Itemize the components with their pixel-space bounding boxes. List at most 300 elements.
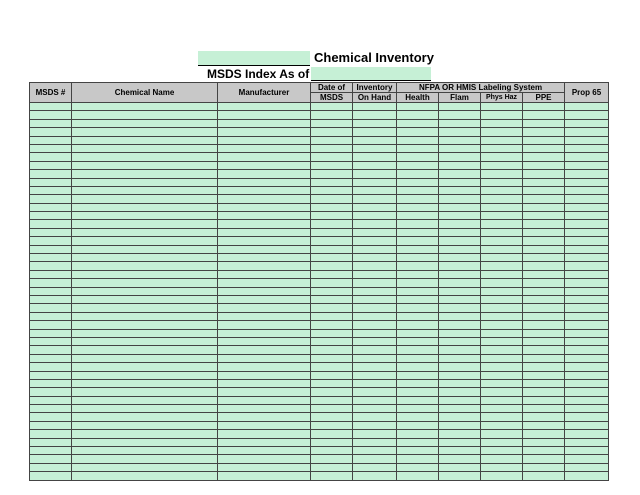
- cell-msds-date[interactable]: [311, 128, 353, 136]
- cell-phys-haz[interactable]: [481, 438, 523, 446]
- cell-manufacturer[interactable]: [218, 279, 311, 287]
- cell-chemical-name[interactable]: [72, 279, 218, 287]
- cell-prop65[interactable]: [565, 304, 609, 312]
- cell-ppe[interactable]: [523, 254, 565, 262]
- cell-on-hand[interactable]: [353, 270, 397, 278]
- company-name-field[interactable]: [198, 51, 310, 66]
- cell-ppe[interactable]: [523, 220, 565, 228]
- cell-msds-date[interactable]: [311, 304, 353, 312]
- cell-ppe[interactable]: [523, 203, 565, 211]
- cell-msds-date[interactable]: [311, 312, 353, 320]
- cell-msds-date[interactable]: [311, 262, 353, 270]
- cell-phys-haz[interactable]: [481, 237, 523, 245]
- cell-chemical-name[interactable]: [72, 128, 218, 136]
- cell-manufacturer[interactable]: [218, 237, 311, 245]
- cell-on-hand[interactable]: [353, 421, 397, 429]
- cell-prop65[interactable]: [565, 262, 609, 270]
- cell-prop65[interactable]: [565, 245, 609, 253]
- cell-on-hand[interactable]: [353, 430, 397, 438]
- cell-chemical-name[interactable]: [72, 438, 218, 446]
- cell-prop65[interactable]: [565, 430, 609, 438]
- cell-manufacturer[interactable]: [218, 262, 311, 270]
- cell-health[interactable]: [397, 329, 439, 337]
- cell-on-hand[interactable]: [353, 103, 397, 111]
- cell-on-hand[interactable]: [353, 388, 397, 396]
- cell-on-hand[interactable]: [353, 295, 397, 303]
- cell-on-hand[interactable]: [353, 405, 397, 413]
- cell-chemical-name[interactable]: [72, 379, 218, 387]
- cell-flam[interactable]: [439, 337, 481, 345]
- cell-msds-number[interactable]: [30, 337, 72, 345]
- cell-ppe[interactable]: [523, 455, 565, 463]
- cell-msds-date[interactable]: [311, 430, 353, 438]
- cell-ppe[interactable]: [523, 321, 565, 329]
- cell-chemical-name[interactable]: [72, 262, 218, 270]
- cell-msds-date[interactable]: [311, 153, 353, 161]
- cell-chemical-name[interactable]: [72, 447, 218, 455]
- cell-manufacturer[interactable]: [218, 329, 311, 337]
- cell-manufacturer[interactable]: [218, 405, 311, 413]
- cell-phys-haz[interactable]: [481, 337, 523, 345]
- cell-phys-haz[interactable]: [481, 388, 523, 396]
- cell-msds-date[interactable]: [311, 396, 353, 404]
- cell-msds-number[interactable]: [30, 363, 72, 371]
- cell-chemical-name[interactable]: [72, 337, 218, 345]
- cell-flam[interactable]: [439, 262, 481, 270]
- cell-phys-haz[interactable]: [481, 396, 523, 404]
- cell-phys-haz[interactable]: [481, 312, 523, 320]
- cell-phys-haz[interactable]: [481, 161, 523, 169]
- cell-phys-haz[interactable]: [481, 447, 523, 455]
- cell-chemical-name[interactable]: [72, 212, 218, 220]
- cell-chemical-name[interactable]: [72, 170, 218, 178]
- cell-msds-number[interactable]: [30, 413, 72, 421]
- cell-flam[interactable]: [439, 421, 481, 429]
- cell-on-hand[interactable]: [353, 279, 397, 287]
- cell-flam[interactable]: [439, 396, 481, 404]
- cell-flam[interactable]: [439, 346, 481, 354]
- cell-chemical-name[interactable]: [72, 304, 218, 312]
- cell-manufacturer[interactable]: [218, 421, 311, 429]
- cell-manufacturer[interactable]: [218, 379, 311, 387]
- cell-ppe[interactable]: [523, 270, 565, 278]
- cell-on-hand[interactable]: [353, 354, 397, 362]
- cell-flam[interactable]: [439, 212, 481, 220]
- cell-ppe[interactable]: [523, 472, 565, 480]
- cell-prop65[interactable]: [565, 413, 609, 421]
- cell-prop65[interactable]: [565, 371, 609, 379]
- cell-chemical-name[interactable]: [72, 144, 218, 152]
- cell-msds-number[interactable]: [30, 346, 72, 354]
- cell-flam[interactable]: [439, 354, 481, 362]
- cell-flam[interactable]: [439, 413, 481, 421]
- cell-on-hand[interactable]: [353, 262, 397, 270]
- cell-manufacturer[interactable]: [218, 128, 311, 136]
- cell-flam[interactable]: [439, 186, 481, 194]
- index-date-field[interactable]: [311, 67, 431, 81]
- cell-ppe[interactable]: [523, 170, 565, 178]
- cell-manufacturer[interactable]: [218, 195, 311, 203]
- cell-phys-haz[interactable]: [481, 178, 523, 186]
- cell-on-hand[interactable]: [353, 128, 397, 136]
- cell-ppe[interactable]: [523, 279, 565, 287]
- cell-prop65[interactable]: [565, 144, 609, 152]
- cell-msds-number[interactable]: [30, 270, 72, 278]
- cell-health[interactable]: [397, 237, 439, 245]
- cell-msds-number[interactable]: [30, 379, 72, 387]
- cell-on-hand[interactable]: [353, 371, 397, 379]
- cell-manufacturer[interactable]: [218, 111, 311, 119]
- cell-msds-date[interactable]: [311, 287, 353, 295]
- cell-phys-haz[interactable]: [481, 304, 523, 312]
- cell-phys-haz[interactable]: [481, 153, 523, 161]
- cell-flam[interactable]: [439, 195, 481, 203]
- cell-manufacturer[interactable]: [218, 203, 311, 211]
- cell-manufacturer[interactable]: [218, 388, 311, 396]
- cell-chemical-name[interactable]: [72, 455, 218, 463]
- cell-flam[interactable]: [439, 438, 481, 446]
- cell-ppe[interactable]: [523, 363, 565, 371]
- cell-manufacturer[interactable]: [218, 337, 311, 345]
- cell-phys-haz[interactable]: [481, 254, 523, 262]
- cell-chemical-name[interactable]: [72, 254, 218, 262]
- cell-flam[interactable]: [439, 111, 481, 119]
- cell-manufacturer[interactable]: [218, 245, 311, 253]
- cell-on-hand[interactable]: [353, 136, 397, 144]
- cell-prop65[interactable]: [565, 136, 609, 144]
- cell-flam[interactable]: [439, 178, 481, 186]
- cell-on-hand[interactable]: [353, 472, 397, 480]
- cell-prop65[interactable]: [565, 405, 609, 413]
- cell-on-hand[interactable]: [353, 111, 397, 119]
- cell-phys-haz[interactable]: [481, 228, 523, 236]
- cell-chemical-name[interactable]: [72, 396, 218, 404]
- cell-chemical-name[interactable]: [72, 321, 218, 329]
- cell-prop65[interactable]: [565, 220, 609, 228]
- cell-msds-number[interactable]: [30, 329, 72, 337]
- cell-chemical-name[interactable]: [72, 153, 218, 161]
- cell-phys-haz[interactable]: [481, 329, 523, 337]
- cell-prop65[interactable]: [565, 195, 609, 203]
- cell-msds-date[interactable]: [311, 337, 353, 345]
- cell-msds-number[interactable]: [30, 203, 72, 211]
- cell-on-hand[interactable]: [353, 379, 397, 387]
- cell-prop65[interactable]: [565, 472, 609, 480]
- cell-chemical-name[interactable]: [72, 421, 218, 429]
- cell-health[interactable]: [397, 354, 439, 362]
- cell-msds-number[interactable]: [30, 371, 72, 379]
- cell-flam[interactable]: [439, 170, 481, 178]
- cell-chemical-name[interactable]: [72, 136, 218, 144]
- cell-msds-date[interactable]: [311, 363, 353, 371]
- cell-manufacturer[interactable]: [218, 161, 311, 169]
- cell-on-hand[interactable]: [353, 329, 397, 337]
- cell-prop65[interactable]: [565, 128, 609, 136]
- cell-chemical-name[interactable]: [72, 161, 218, 169]
- cell-phys-haz[interactable]: [481, 295, 523, 303]
- cell-on-hand[interactable]: [353, 186, 397, 194]
- cell-msds-number[interactable]: [30, 472, 72, 480]
- cell-phys-haz[interactable]: [481, 111, 523, 119]
- cell-manufacturer[interactable]: [218, 103, 311, 111]
- cell-flam[interactable]: [439, 463, 481, 471]
- cell-flam[interactable]: [439, 270, 481, 278]
- cell-on-hand[interactable]: [353, 463, 397, 471]
- cell-ppe[interactable]: [523, 304, 565, 312]
- cell-chemical-name[interactable]: [72, 287, 218, 295]
- cell-chemical-name[interactable]: [72, 237, 218, 245]
- cell-msds-number[interactable]: [30, 354, 72, 362]
- cell-ppe[interactable]: [523, 144, 565, 152]
- cell-phys-haz[interactable]: [481, 421, 523, 429]
- cell-msds-date[interactable]: [311, 270, 353, 278]
- cell-prop65[interactable]: [565, 447, 609, 455]
- cell-manufacturer[interactable]: [218, 396, 311, 404]
- cell-on-hand[interactable]: [353, 363, 397, 371]
- cell-msds-date[interactable]: [311, 144, 353, 152]
- cell-msds-number[interactable]: [30, 245, 72, 253]
- cell-on-hand[interactable]: [353, 203, 397, 211]
- cell-prop65[interactable]: [565, 287, 609, 295]
- cell-ppe[interactable]: [523, 228, 565, 236]
- cell-health[interactable]: [397, 245, 439, 253]
- cell-msds-date[interactable]: [311, 237, 353, 245]
- cell-flam[interactable]: [439, 405, 481, 413]
- cell-phys-haz[interactable]: [481, 371, 523, 379]
- cell-on-hand[interactable]: [353, 321, 397, 329]
- cell-msds-number[interactable]: [30, 438, 72, 446]
- cell-prop65[interactable]: [565, 228, 609, 236]
- cell-flam[interactable]: [439, 447, 481, 455]
- cell-prop65[interactable]: [565, 103, 609, 111]
- cell-chemical-name[interactable]: [72, 103, 218, 111]
- cell-on-hand[interactable]: [353, 346, 397, 354]
- cell-msds-date[interactable]: [311, 220, 353, 228]
- cell-ppe[interactable]: [523, 245, 565, 253]
- cell-phys-haz[interactable]: [481, 144, 523, 152]
- cell-ppe[interactable]: [523, 212, 565, 220]
- cell-msds-number[interactable]: [30, 321, 72, 329]
- cell-msds-number[interactable]: [30, 455, 72, 463]
- cell-health[interactable]: [397, 312, 439, 320]
- cell-msds-number[interactable]: [30, 463, 72, 471]
- cell-health[interactable]: [397, 161, 439, 169]
- cell-msds-date[interactable]: [311, 421, 353, 429]
- cell-flam[interactable]: [439, 245, 481, 253]
- cell-manufacturer[interactable]: [218, 455, 311, 463]
- cell-phys-haz[interactable]: [481, 346, 523, 354]
- cell-ppe[interactable]: [523, 128, 565, 136]
- cell-msds-number[interactable]: [30, 144, 72, 152]
- cell-phys-haz[interactable]: [481, 472, 523, 480]
- cell-health[interactable]: [397, 405, 439, 413]
- cell-msds-number[interactable]: [30, 153, 72, 161]
- cell-manufacturer[interactable]: [218, 438, 311, 446]
- cell-ppe[interactable]: [523, 405, 565, 413]
- cell-health[interactable]: [397, 447, 439, 455]
- cell-health[interactable]: [397, 371, 439, 379]
- cell-on-hand[interactable]: [353, 178, 397, 186]
- cell-flam[interactable]: [439, 329, 481, 337]
- cell-msds-date[interactable]: [311, 245, 353, 253]
- cell-msds-number[interactable]: [30, 312, 72, 320]
- cell-on-hand[interactable]: [353, 438, 397, 446]
- cell-manufacturer[interactable]: [218, 463, 311, 471]
- cell-on-hand[interactable]: [353, 455, 397, 463]
- cell-ppe[interactable]: [523, 346, 565, 354]
- cell-on-hand[interactable]: [353, 337, 397, 345]
- cell-health[interactable]: [397, 195, 439, 203]
- cell-flam[interactable]: [439, 295, 481, 303]
- cell-msds-number[interactable]: [30, 103, 72, 111]
- cell-prop65[interactable]: [565, 312, 609, 320]
- cell-phys-haz[interactable]: [481, 128, 523, 136]
- cell-health[interactable]: [397, 379, 439, 387]
- cell-phys-haz[interactable]: [481, 354, 523, 362]
- cell-manufacturer[interactable]: [218, 228, 311, 236]
- cell-msds-date[interactable]: [311, 254, 353, 262]
- cell-msds-date[interactable]: [311, 346, 353, 354]
- cell-flam[interactable]: [439, 136, 481, 144]
- cell-msds-number[interactable]: [30, 262, 72, 270]
- cell-health[interactable]: [397, 144, 439, 152]
- cell-on-hand[interactable]: [353, 161, 397, 169]
- cell-prop65[interactable]: [565, 203, 609, 211]
- cell-chemical-name[interactable]: [72, 228, 218, 236]
- cell-chemical-name[interactable]: [72, 388, 218, 396]
- cell-phys-haz[interactable]: [481, 287, 523, 295]
- cell-manufacturer[interactable]: [218, 363, 311, 371]
- cell-ppe[interactable]: [523, 103, 565, 111]
- cell-ppe[interactable]: [523, 312, 565, 320]
- cell-health[interactable]: [397, 170, 439, 178]
- cell-health[interactable]: [397, 438, 439, 446]
- cell-ppe[interactable]: [523, 421, 565, 429]
- cell-on-hand[interactable]: [353, 195, 397, 203]
- cell-phys-haz[interactable]: [481, 463, 523, 471]
- cell-chemical-name[interactable]: [72, 371, 218, 379]
- cell-on-hand[interactable]: [353, 228, 397, 236]
- cell-ppe[interactable]: [523, 161, 565, 169]
- cell-manufacturer[interactable]: [218, 354, 311, 362]
- cell-phys-haz[interactable]: [481, 186, 523, 194]
- cell-on-hand[interactable]: [353, 212, 397, 220]
- cell-msds-number[interactable]: [30, 119, 72, 127]
- cell-on-hand[interactable]: [353, 144, 397, 152]
- cell-health[interactable]: [397, 203, 439, 211]
- cell-manufacturer[interactable]: [218, 153, 311, 161]
- cell-manufacturer[interactable]: [218, 346, 311, 354]
- cell-health[interactable]: [397, 455, 439, 463]
- cell-msds-number[interactable]: [30, 170, 72, 178]
- cell-ppe[interactable]: [523, 178, 565, 186]
- cell-phys-haz[interactable]: [481, 270, 523, 278]
- cell-on-hand[interactable]: [353, 237, 397, 245]
- cell-phys-haz[interactable]: [481, 262, 523, 270]
- cell-flam[interactable]: [439, 371, 481, 379]
- cell-flam[interactable]: [439, 304, 481, 312]
- cell-on-hand[interactable]: [353, 220, 397, 228]
- cell-health[interactable]: [397, 396, 439, 404]
- cell-on-hand[interactable]: [353, 119, 397, 127]
- cell-prop65[interactable]: [565, 329, 609, 337]
- cell-phys-haz[interactable]: [481, 212, 523, 220]
- cell-manufacturer[interactable]: [218, 472, 311, 480]
- cell-ppe[interactable]: [523, 153, 565, 161]
- cell-chemical-name[interactable]: [72, 119, 218, 127]
- cell-msds-number[interactable]: [30, 228, 72, 236]
- cell-msds-date[interactable]: [311, 203, 353, 211]
- cell-phys-haz[interactable]: [481, 220, 523, 228]
- cell-health[interactable]: [397, 388, 439, 396]
- cell-manufacturer[interactable]: [218, 304, 311, 312]
- cell-ppe[interactable]: [523, 379, 565, 387]
- cell-msds-number[interactable]: [30, 295, 72, 303]
- cell-msds-date[interactable]: [311, 161, 353, 169]
- cell-flam[interactable]: [439, 472, 481, 480]
- cell-chemical-name[interactable]: [72, 329, 218, 337]
- cell-flam[interactable]: [439, 119, 481, 127]
- cell-msds-number[interactable]: [30, 287, 72, 295]
- cell-health[interactable]: [397, 220, 439, 228]
- cell-health[interactable]: [397, 103, 439, 111]
- cell-msds-number[interactable]: [30, 212, 72, 220]
- cell-msds-number[interactable]: [30, 396, 72, 404]
- cell-flam[interactable]: [439, 161, 481, 169]
- cell-phys-haz[interactable]: [481, 195, 523, 203]
- cell-ppe[interactable]: [523, 237, 565, 245]
- cell-manufacturer[interactable]: [218, 186, 311, 194]
- cell-health[interactable]: [397, 279, 439, 287]
- cell-chemical-name[interactable]: [72, 312, 218, 320]
- cell-on-hand[interactable]: [353, 413, 397, 421]
- cell-on-hand[interactable]: [353, 304, 397, 312]
- cell-ppe[interactable]: [523, 463, 565, 471]
- cell-health[interactable]: [397, 346, 439, 354]
- cell-chemical-name[interactable]: [72, 186, 218, 194]
- cell-on-hand[interactable]: [353, 312, 397, 320]
- cell-prop65[interactable]: [565, 379, 609, 387]
- cell-phys-haz[interactable]: [481, 413, 523, 421]
- cell-prop65[interactable]: [565, 337, 609, 345]
- cell-chemical-name[interactable]: [72, 346, 218, 354]
- cell-manufacturer[interactable]: [218, 295, 311, 303]
- cell-manufacturer[interactable]: [218, 178, 311, 186]
- cell-flam[interactable]: [439, 279, 481, 287]
- cell-msds-number[interactable]: [30, 220, 72, 228]
- cell-ppe[interactable]: [523, 354, 565, 362]
- cell-msds-date[interactable]: [311, 295, 353, 303]
- cell-msds-date[interactable]: [311, 111, 353, 119]
- cell-msds-number[interactable]: [30, 195, 72, 203]
- cell-flam[interactable]: [439, 144, 481, 152]
- cell-health[interactable]: [397, 413, 439, 421]
- cell-phys-haz[interactable]: [481, 170, 523, 178]
- cell-prop65[interactable]: [565, 388, 609, 396]
- cell-chemical-name[interactable]: [72, 111, 218, 119]
- cell-prop65[interactable]: [565, 363, 609, 371]
- cell-chemical-name[interactable]: [72, 220, 218, 228]
- cell-msds-number[interactable]: [30, 128, 72, 136]
- cell-msds-number[interactable]: [30, 279, 72, 287]
- cell-prop65[interactable]: [565, 354, 609, 362]
- cell-chemical-name[interactable]: [72, 354, 218, 362]
- cell-on-hand[interactable]: [353, 254, 397, 262]
- cell-phys-haz[interactable]: [481, 136, 523, 144]
- cell-msds-number[interactable]: [30, 161, 72, 169]
- cell-flam[interactable]: [439, 312, 481, 320]
- cell-health[interactable]: [397, 304, 439, 312]
